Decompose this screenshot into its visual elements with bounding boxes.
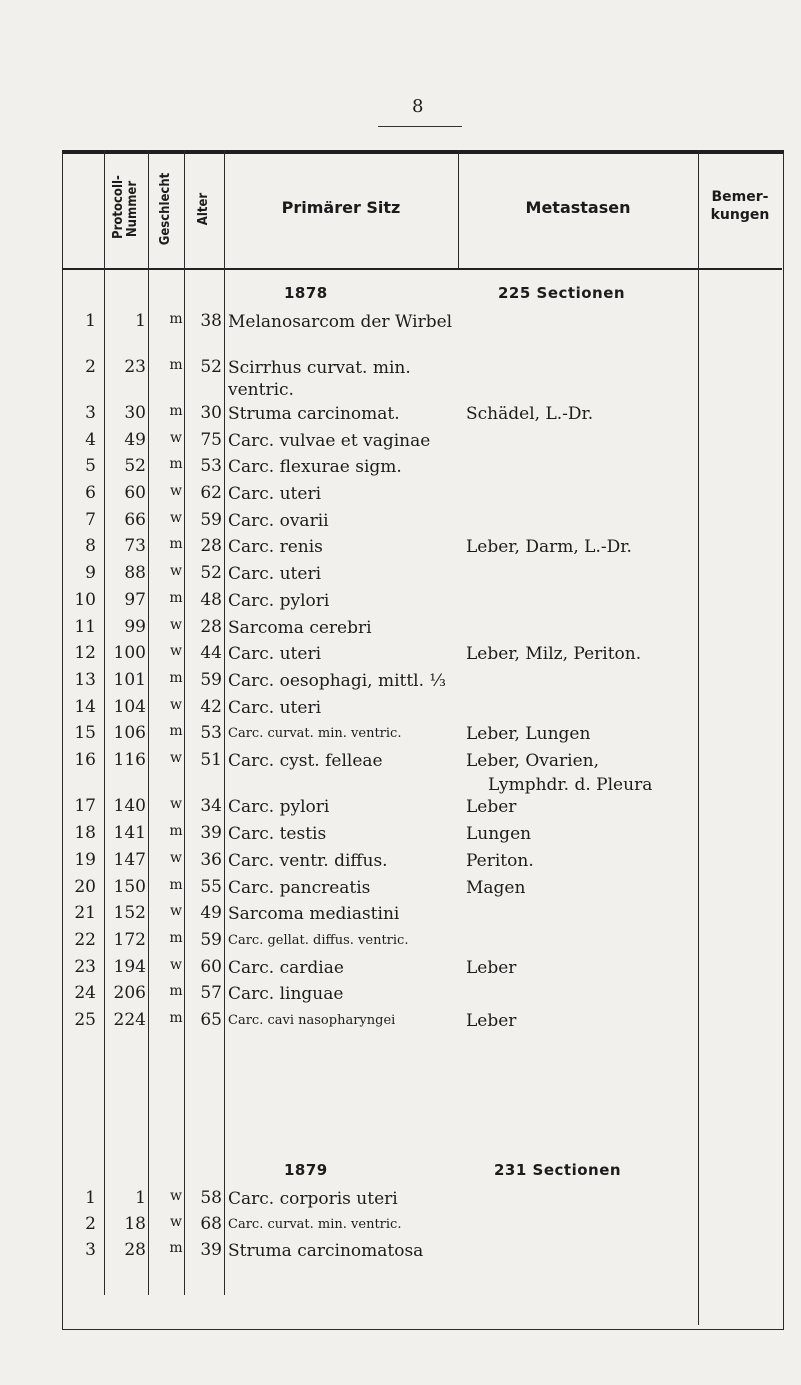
- row-index: 25: [74, 1010, 96, 1030]
- metastases: Leber, Milz, Periton.: [466, 644, 642, 664]
- section-count: 231 Sectionen: [494, 1161, 622, 1179]
- age-value: 68: [200, 1214, 222, 1234]
- age-value: 39: [200, 823, 222, 843]
- row-index: 23: [74, 957, 96, 977]
- primary-site: Carc. oesophagi, mittl. ¹⁄₃: [228, 671, 446, 691]
- primary-site: Carc. uteri: [228, 564, 322, 584]
- row-index: 11: [74, 617, 96, 637]
- header-protocol-number: Protocoll- Nummer: [111, 175, 140, 239]
- sex-value: w: [170, 563, 182, 579]
- age-value: 49: [200, 903, 222, 923]
- primary-site: Carc. curvat. min. ventric.: [228, 1217, 402, 1232]
- age-value: 57: [200, 983, 222, 1003]
- section-year: 1878: [284, 284, 328, 302]
- primary-site: Carc. pylori: [228, 797, 330, 817]
- row-index: 18: [74, 823, 96, 843]
- sex-value: m: [169, 590, 183, 606]
- primary-site: Struma carcinomatosa: [228, 1241, 424, 1261]
- protocol-number: 1: [135, 1188, 146, 1208]
- sex-value: m: [169, 983, 183, 999]
- sex-value: m: [169, 723, 183, 739]
- primary-site: Carc. corporis uteri: [228, 1189, 398, 1209]
- age-value: 53: [200, 723, 222, 743]
- metastases: Periton.: [466, 851, 534, 871]
- primary-site: Sarcoma cerebri: [228, 618, 372, 638]
- row-index: 16: [74, 750, 96, 770]
- sex-value: m: [169, 823, 183, 839]
- row-index: 2: [85, 1214, 96, 1234]
- age-value: 30: [200, 403, 222, 423]
- age-value: 53: [200, 456, 222, 476]
- row-index: 6: [85, 483, 96, 503]
- sex-value: w: [170, 850, 182, 866]
- protocol-number: 52: [124, 456, 146, 476]
- row-index: 3: [85, 1240, 96, 1260]
- row-index: 20: [74, 877, 96, 897]
- protocol-number: 100: [113, 643, 146, 663]
- age-value: 52: [200, 563, 222, 583]
- age-value: 28: [200, 617, 222, 637]
- metastases: Leber, Ovarien,: [466, 751, 600, 771]
- sex-value: w: [170, 617, 182, 633]
- row-index: 1: [85, 1188, 96, 1208]
- protocol-number: 28: [124, 1240, 146, 1260]
- primary-site: Struma carcinomat.: [228, 404, 400, 424]
- protocol-number: 141: [113, 823, 146, 843]
- metastases: Schädel, L.-Dr.: [466, 404, 594, 424]
- column-divider: [698, 150, 699, 1325]
- age-value: 38: [200, 311, 222, 331]
- protocol-number: 194: [113, 957, 146, 977]
- row-index: 17: [74, 796, 96, 816]
- metastases-continued: Lymphdr. d. Pleura: [488, 775, 653, 795]
- primary-site: Melanosarcom der Wirbel: [228, 312, 453, 332]
- metastases: Leber: [466, 1011, 517, 1031]
- row-index: 1: [85, 311, 96, 331]
- row-index: 22: [74, 930, 96, 950]
- sex-value: m: [169, 456, 183, 472]
- sex-value: m: [169, 311, 183, 327]
- sex-value: w: [170, 430, 182, 446]
- age-value: 65: [200, 1010, 222, 1030]
- protocol-number: 106: [113, 723, 146, 743]
- age-value: 75: [200, 430, 222, 450]
- protocol-number: 88: [124, 563, 146, 583]
- age-value: 55: [200, 877, 222, 897]
- metastases: Leber, Darm, L.-Dr.: [466, 537, 632, 557]
- protocol-number: 206: [113, 983, 146, 1003]
- metastases: Leber: [466, 958, 517, 978]
- age-value: 59: [200, 930, 222, 950]
- protocol-number: 101: [113, 670, 146, 690]
- protocol-number: 23: [124, 357, 146, 377]
- protocol-number: 97: [124, 590, 146, 610]
- header-remarks: Bemer- kungen: [710, 189, 770, 223]
- row-index: 3: [85, 403, 96, 423]
- section-count: 225 Sectionen: [498, 284, 626, 302]
- primary-site: Carc. flexurae sigm.: [228, 457, 402, 477]
- primary-site: Carc. renis: [228, 537, 323, 557]
- protocol-number: 147: [113, 850, 146, 870]
- age-value: 59: [200, 670, 222, 690]
- protocol-number: 224: [113, 1010, 146, 1030]
- age-value: 28: [200, 536, 222, 556]
- primary-site: Carc. linguae: [228, 984, 344, 1004]
- row-index: 8: [85, 536, 96, 556]
- header-metastases: Metastasen: [525, 198, 631, 217]
- primary-site: Scirrhus curvat. min. ventric.: [228, 358, 411, 400]
- primary-site: Carc. uteri: [228, 484, 322, 504]
- metastases: Leber, Lungen: [466, 724, 591, 744]
- sex-value: w: [170, 483, 182, 499]
- column-divider: [224, 150, 225, 1295]
- protocol-number: 116: [113, 750, 146, 770]
- protocol-number: 49: [124, 430, 146, 450]
- metastases: Lungen: [466, 824, 532, 844]
- page-number-rule: [378, 126, 462, 127]
- sex-value: m: [169, 877, 183, 893]
- sex-value: m: [169, 536, 183, 552]
- sex-value: w: [170, 957, 182, 973]
- row-index: 10: [74, 590, 96, 610]
- age-value: 44: [200, 643, 222, 663]
- row-index: 5: [85, 456, 96, 476]
- protocol-number: 172: [113, 930, 146, 950]
- primary-site: Carc. pylori: [228, 591, 330, 611]
- sex-value: w: [170, 510, 182, 526]
- row-index: 24: [74, 983, 96, 1003]
- sex-value: m: [169, 1240, 183, 1256]
- primary-site: Carc. ovarii: [228, 511, 329, 531]
- age-value: 58: [200, 1188, 222, 1208]
- protocol-number: 66: [124, 510, 146, 530]
- section-year: 1879: [284, 1161, 328, 1179]
- protocol-number: 99: [124, 617, 146, 637]
- primary-site: Carc. testis: [228, 824, 327, 844]
- primary-site: Sarcoma mediastini: [228, 904, 400, 924]
- row-index: 19: [74, 850, 96, 870]
- metastases: Leber: [466, 797, 517, 817]
- sex-value: m: [169, 357, 183, 373]
- primary-site: Carc. pancreatis: [228, 878, 371, 898]
- sex-value: m: [169, 1010, 183, 1026]
- metastases: Magen: [466, 878, 526, 898]
- primary-site: Carc. ventr. diffus.: [228, 851, 388, 871]
- page-number: 8: [412, 96, 424, 117]
- protocol-number: 140: [113, 796, 146, 816]
- age-value: 51: [200, 750, 222, 770]
- age-value: 36: [200, 850, 222, 870]
- sex-value: m: [169, 930, 183, 946]
- protocol-number: 18: [124, 1214, 146, 1234]
- row-index: 15: [74, 723, 96, 743]
- column-divider: [148, 150, 149, 1295]
- sex-value: w: [170, 903, 182, 919]
- age-value: 42: [200, 697, 222, 717]
- protocol-number: 30: [124, 403, 146, 423]
- row-index: 21: [74, 903, 96, 923]
- age-value: 34: [200, 796, 222, 816]
- age-value: 60: [200, 957, 222, 977]
- primary-site: Carc. uteri: [228, 698, 322, 718]
- protocol-number: 150: [113, 877, 146, 897]
- header-age: Alter: [196, 192, 211, 226]
- primary-site: Carc. cavi nasopharyngei: [228, 1013, 396, 1028]
- header-sex: Geschlecht: [158, 172, 173, 246]
- primary-site: Carc. cyst. felleae: [228, 751, 383, 771]
- row-index: 9: [85, 563, 96, 583]
- protocol-number: 152: [113, 903, 146, 923]
- age-value: 39: [200, 1240, 222, 1260]
- primary-site: Carc. cardiae: [228, 958, 344, 978]
- sex-value: w: [170, 697, 182, 713]
- sex-value: w: [170, 796, 182, 812]
- row-index: 13: [74, 670, 96, 690]
- primary-site: Carc. uteri: [228, 644, 322, 664]
- sex-value: w: [170, 750, 182, 766]
- row-index: 12: [74, 643, 96, 663]
- protocol-number: 73: [124, 536, 146, 556]
- primary-site: Carc. vulvae et vaginae: [228, 431, 431, 451]
- age-value: 59: [200, 510, 222, 530]
- age-value: 48: [200, 590, 222, 610]
- primary-site: Carc. curvat. min. ventric.: [228, 726, 402, 741]
- header-primary-site: Primärer Sitz: [281, 198, 401, 217]
- row-index: 2: [85, 357, 96, 377]
- row-index: 4: [85, 430, 96, 450]
- age-value: 62: [200, 483, 222, 503]
- sex-value: w: [170, 1188, 182, 1204]
- header-rule: [62, 268, 782, 270]
- row-index: 14: [74, 697, 96, 717]
- sex-value: m: [169, 670, 183, 686]
- protocol-number: 104: [113, 697, 146, 717]
- sex-value: w: [170, 1214, 182, 1230]
- protocol-number: 60: [124, 483, 146, 503]
- protocol-number: 1: [135, 311, 146, 331]
- sex-value: m: [169, 403, 183, 419]
- age-value: 52: [200, 357, 222, 377]
- sex-value: w: [170, 643, 182, 659]
- row-index: 7: [85, 510, 96, 530]
- primary-site: Carc. gellat. diffus. ventric.: [228, 933, 409, 948]
